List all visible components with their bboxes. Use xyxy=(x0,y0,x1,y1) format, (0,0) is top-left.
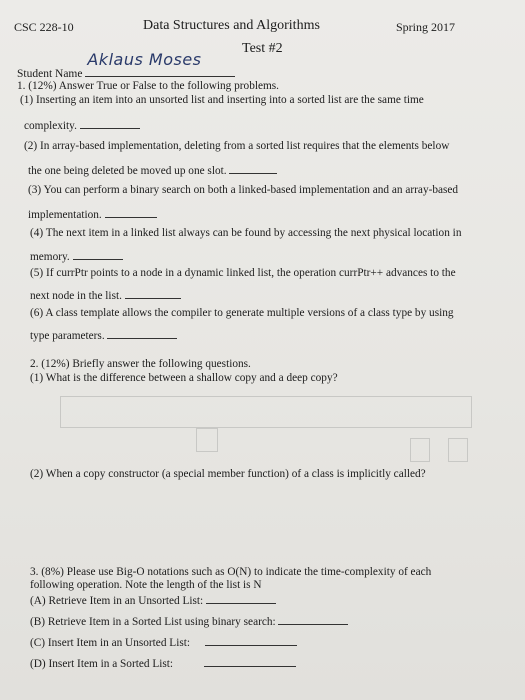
q1-answer-3[interactable] xyxy=(105,206,157,218)
exam-title: Data Structures and Algorithms xyxy=(143,18,320,33)
bleed-through-box xyxy=(196,428,218,452)
q1-item-4-line2: memory. xyxy=(30,248,123,263)
student-name-row xyxy=(17,50,235,80)
course-code: CSC 228-10 xyxy=(14,20,74,34)
q1-item-5-line1: (5) If currPtr points to a node in a dynamic linked list, the operation currPtr++ advances to the xyxy=(30,267,456,279)
q1-item-6-line1: (6) A class template allows the compiler to generate multiple versions of a class type by using xyxy=(30,307,454,319)
test-number: Test #2 xyxy=(242,41,283,56)
student-name-field[interactable] xyxy=(85,50,235,77)
q1-item-4-line1: (4) The next item in a linked list always can be found by accessing the next physical location in xyxy=(30,227,462,239)
q3-answer-a[interactable] xyxy=(206,592,276,604)
q3-item-b: (B) Retrieve Item in a Sorted List using binary search: xyxy=(30,613,348,628)
q1-item-2-line2: the one being deleted be moved up one slot. xyxy=(28,162,277,177)
handwritten-signature: Aklaus Moses xyxy=(87,50,202,69)
q2-question-2: (2) When a copy constructor (a special member function) of a class is implicitly called? xyxy=(30,468,426,480)
q1-answer-1[interactable] xyxy=(80,117,140,129)
q3-intro-line2: following operation. Note the length of the list is N xyxy=(30,579,262,591)
q1-item-5-line2: next node in the list. xyxy=(30,287,181,302)
q3-item-d: (D) Insert Item in a Sorted List: xyxy=(30,655,296,670)
q3-item-c: (C) Insert Item in an Unsorted List: xyxy=(30,634,297,649)
q1-item-1-line2: complexity. xyxy=(24,117,140,132)
bleed-through-box xyxy=(410,438,430,462)
student-name-label: Student Name xyxy=(17,68,83,80)
q1-item-1-line1: (1) Inserting an item into an unsorted list and inserting into a sorted list are the same time xyxy=(20,94,424,106)
q1-item-3-line1: (3) You can perform a binary search on both a linked-based implementation and an array-based xyxy=(28,184,459,196)
q3-item-a: (A) Retrieve Item in an Unsorted List: xyxy=(30,592,276,607)
q1-answer-4[interactable] xyxy=(73,248,123,260)
bleed-through-box xyxy=(448,438,468,462)
q2-question-1: (1) What is the difference between a shallow copy and a deep copy? xyxy=(30,372,338,384)
q1-answer-5[interactable] xyxy=(125,287,181,299)
q1-answer-6[interactable] xyxy=(107,327,177,339)
q3-answer-c[interactable] xyxy=(205,634,297,646)
term: Spring 2017 xyxy=(396,20,456,34)
q2-intro: 2. (12%) Briefly answer the following questions. xyxy=(30,358,251,370)
q1-intro: 1. (12%) Answer True or False to the following problems. xyxy=(17,80,280,92)
q3-intro-line1: 3. (8%) Please use Big-O notations such as O(N) to indicate the time-complexity of each xyxy=(30,566,432,578)
q1-item-3-line2: implementation. xyxy=(28,206,157,221)
q1-answer-2[interactable] xyxy=(229,162,277,174)
q1-item-2-line1: (2) In array-based implementation, deleting from a sorted list requires that the elements below xyxy=(24,140,450,152)
q1-item-6-line2: type parameters. xyxy=(30,327,177,342)
q3-answer-d[interactable] xyxy=(204,655,296,667)
q3-answer-b[interactable] xyxy=(278,613,348,625)
bleed-through-diagram xyxy=(60,396,472,428)
